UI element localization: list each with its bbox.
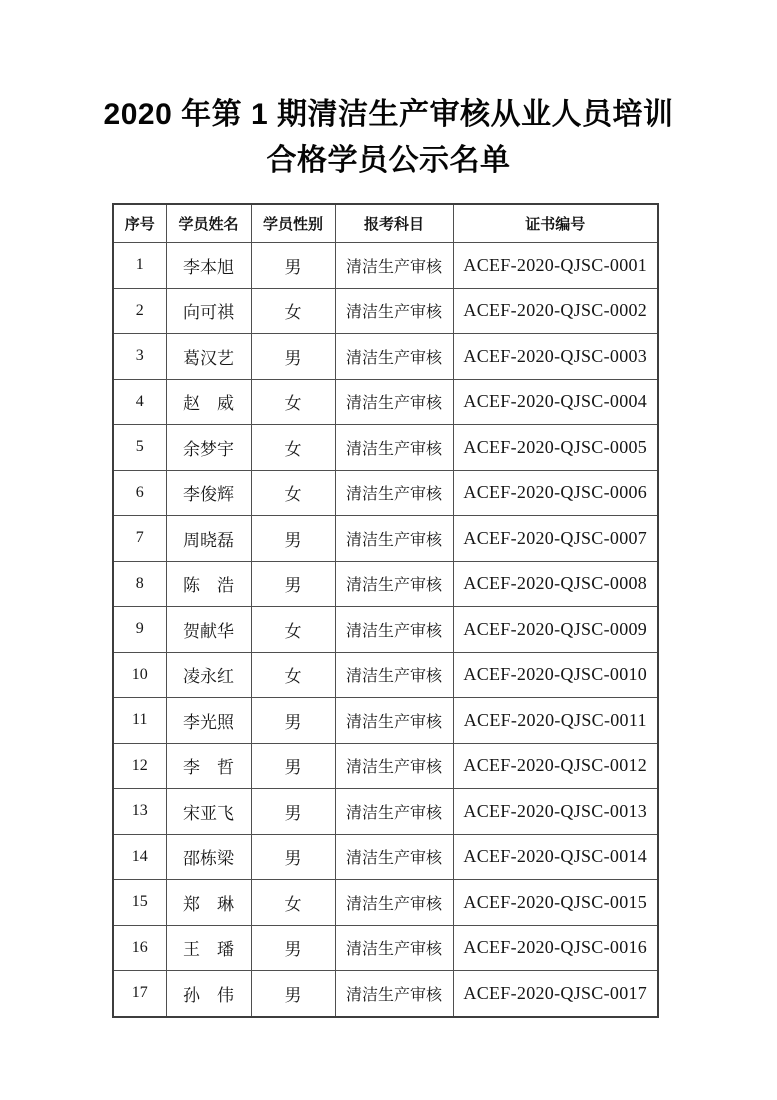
cell-name: 葛汉艺 bbox=[166, 334, 251, 380]
table-row bbox=[113, 470, 658, 516]
cell-subject: 清洁生产审核 bbox=[335, 743, 453, 789]
table-row bbox=[113, 334, 658, 380]
cell-gender: 男 bbox=[251, 743, 335, 789]
table-row bbox=[113, 698, 658, 744]
cell-index: 8 bbox=[113, 561, 166, 607]
cell-gender: 女 bbox=[251, 379, 335, 425]
table-row bbox=[113, 243, 658, 289]
cell-name: 向可祺 bbox=[166, 288, 251, 334]
cell-certificate-no: ACEF-2020-QJSC-0003 bbox=[453, 334, 658, 380]
cell-gender: 男 bbox=[251, 925, 335, 971]
cell-name: 凌永红 bbox=[166, 652, 251, 698]
document-title-line2: 合格学员公示名单 bbox=[266, 144, 511, 177]
cell-gender: 女 bbox=[251, 425, 335, 471]
cell-certificate-no: ACEF-2020-QJSC-0011 bbox=[453, 698, 658, 744]
cell-certificate-no: ACEF-2020-QJSC-0012 bbox=[453, 743, 658, 789]
cell-subject: 清洁生产审核 bbox=[335, 288, 453, 334]
table-row bbox=[113, 379, 658, 425]
cell-subject: 清洁生产审核 bbox=[335, 425, 453, 471]
cell-index: 7 bbox=[113, 516, 166, 562]
cell-gender: 男 bbox=[251, 971, 335, 1017]
cell-index: 17 bbox=[113, 971, 166, 1017]
cell-subject: 清洁生产审核 bbox=[335, 334, 453, 380]
cell-gender: 男 bbox=[251, 789, 335, 835]
cell-gender: 女 bbox=[251, 470, 335, 516]
cell-index: 6 bbox=[113, 470, 166, 516]
cell-certificate-no: ACEF-2020-QJSC-0008 bbox=[453, 561, 658, 607]
cell-gender: 女 bbox=[251, 652, 335, 698]
cell-gender: 男 bbox=[251, 561, 335, 607]
cell-subject: 清洁生产审核 bbox=[335, 789, 453, 835]
cell-name: 李光照 bbox=[166, 698, 251, 744]
cell-subject: 清洁生产审核 bbox=[335, 516, 453, 562]
cell-gender: 男 bbox=[251, 516, 335, 562]
table-row bbox=[113, 743, 658, 789]
cell-subject: 清洁生产审核 bbox=[335, 698, 453, 744]
col-header-gender: 学员性别 bbox=[251, 204, 335, 243]
cell-gender: 女 bbox=[251, 880, 335, 926]
cell-name: 郑 琳 bbox=[166, 880, 251, 926]
cell-subject: 清洁生产审核 bbox=[335, 880, 453, 926]
cell-index: 4 bbox=[113, 379, 166, 425]
cell-certificate-no: ACEF-2020-QJSC-0004 bbox=[453, 379, 658, 425]
cell-index: 12 bbox=[113, 743, 166, 789]
cell-subject: 清洁生产审核 bbox=[335, 561, 453, 607]
cell-gender: 男 bbox=[251, 243, 335, 289]
col-header-index: 序号 bbox=[113, 204, 166, 243]
table-row bbox=[113, 834, 658, 880]
cell-certificate-no: ACEF-2020-QJSC-0009 bbox=[453, 607, 658, 653]
table-row bbox=[113, 789, 658, 835]
cell-certificate-no: ACEF-2020-QJSC-0013 bbox=[453, 789, 658, 835]
cell-certificate-no: ACEF-2020-QJSC-0014 bbox=[453, 834, 658, 880]
document-title bbox=[0, 92, 777, 184]
cell-certificate-no: ACEF-2020-QJSC-0006 bbox=[453, 470, 658, 516]
cell-name: 余梦宇 bbox=[166, 425, 251, 471]
cell-gender: 男 bbox=[251, 334, 335, 380]
document-title-line1: 2020 年第 1 期清洁生产审核从业人员培训 bbox=[103, 98, 674, 131]
table-row bbox=[113, 880, 658, 926]
cell-index: 9 bbox=[113, 607, 166, 653]
cell-name: 赵 威 bbox=[166, 379, 251, 425]
cell-index: 2 bbox=[113, 288, 166, 334]
cell-index: 5 bbox=[113, 425, 166, 471]
table-row bbox=[113, 971, 658, 1017]
cell-subject: 清洁生产审核 bbox=[335, 470, 453, 516]
cell-name: 王 璠 bbox=[166, 925, 251, 971]
col-header-name: 学员姓名 bbox=[166, 204, 251, 243]
cell-subject: 清洁生产审核 bbox=[335, 652, 453, 698]
cell-name: 邵栋梁 bbox=[166, 834, 251, 880]
cell-index: 13 bbox=[113, 789, 166, 835]
cell-subject: 清洁生产审核 bbox=[335, 834, 453, 880]
cell-subject: 清洁生产审核 bbox=[335, 925, 453, 971]
cell-certificate-no: ACEF-2020-QJSC-0005 bbox=[453, 425, 658, 471]
cell-subject: 清洁生产审核 bbox=[335, 243, 453, 289]
students-table bbox=[112, 203, 659, 1018]
table-row bbox=[113, 516, 658, 562]
cell-index: 3 bbox=[113, 334, 166, 380]
cell-index: 11 bbox=[113, 698, 166, 744]
cell-certificate-no: ACEF-2020-QJSC-0002 bbox=[453, 288, 658, 334]
table-row bbox=[113, 607, 658, 653]
cell-name: 李 哲 bbox=[166, 743, 251, 789]
cell-certificate-no: ACEF-2020-QJSC-0016 bbox=[453, 925, 658, 971]
cell-subject: 清洁生产审核 bbox=[335, 379, 453, 425]
cell-index: 15 bbox=[113, 880, 166, 926]
cell-name: 陈 浩 bbox=[166, 561, 251, 607]
cell-certificate-no: ACEF-2020-QJSC-0007 bbox=[453, 516, 658, 562]
cell-gender: 女 bbox=[251, 607, 335, 653]
table-row bbox=[113, 288, 658, 334]
col-header-certificate-no: 证书编号 bbox=[453, 204, 658, 243]
table-row bbox=[113, 652, 658, 698]
cell-index: 1 bbox=[113, 243, 166, 289]
cell-gender: 男 bbox=[251, 698, 335, 744]
cell-subject: 清洁生产审核 bbox=[335, 607, 453, 653]
table-row bbox=[113, 425, 658, 471]
cell-name: 宋亚飞 bbox=[166, 789, 251, 835]
cell-name: 李俊辉 bbox=[166, 470, 251, 516]
table-body bbox=[113, 243, 658, 1017]
cell-certificate-no: ACEF-2020-QJSC-0017 bbox=[453, 971, 658, 1017]
table-header-row bbox=[113, 204, 658, 243]
cell-name: 贺献华 bbox=[166, 607, 251, 653]
cell-certificate-no: ACEF-2020-QJSC-0010 bbox=[453, 652, 658, 698]
table-row bbox=[113, 925, 658, 971]
cell-certificate-no: ACEF-2020-QJSC-0001 bbox=[453, 243, 658, 289]
cell-subject: 清洁生产审核 bbox=[335, 971, 453, 1017]
cell-index: 10 bbox=[113, 652, 166, 698]
cell-name: 李本旭 bbox=[166, 243, 251, 289]
cell-index: 16 bbox=[113, 925, 166, 971]
cell-name: 周晓磊 bbox=[166, 516, 251, 562]
cell-index: 14 bbox=[113, 834, 166, 880]
cell-certificate-no: ACEF-2020-QJSC-0015 bbox=[453, 880, 658, 926]
col-header-subject: 报考科目 bbox=[335, 204, 453, 243]
table-row bbox=[113, 561, 658, 607]
cell-gender: 男 bbox=[251, 834, 335, 880]
cell-name: 孙 伟 bbox=[166, 971, 251, 1017]
cell-gender: 女 bbox=[251, 288, 335, 334]
